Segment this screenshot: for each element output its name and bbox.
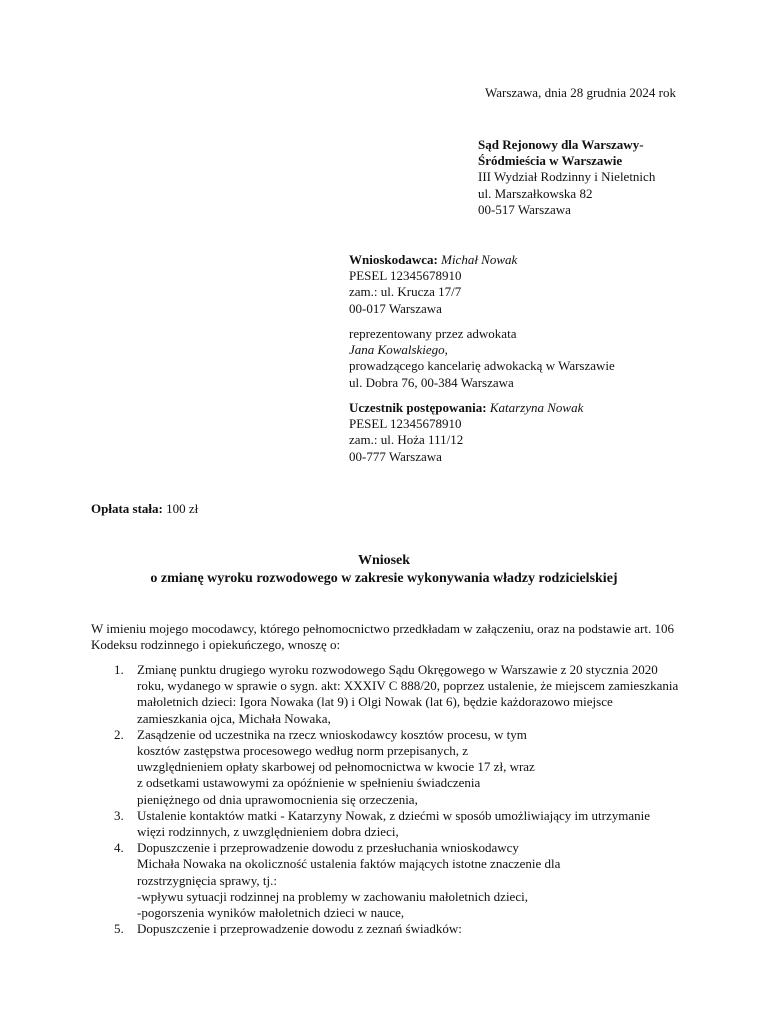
list-item-line: więzi rodzinnych, z uwzględnieniem dobra dzieci, <box>137 824 399 839</box>
court-address-block <box>478 137 738 218</box>
participant-name: Katarzyna Nowak <box>489 400 584 415</box>
list-item-line: z odsetkami ustawowymi za opóźnienie w spełnieniu świadczenia <box>137 775 481 791</box>
list-item-line: -pogorszenia wyników małoletnich dzieci w nauce, <box>137 905 405 920</box>
representation-line4: ul. Dobra 76, 00-384 Warszawa <box>349 374 514 390</box>
applicant-name: Michał Nowak <box>441 252 518 267</box>
court-department: III Wydział Rodzinny i Nieletnich <box>478 169 656 185</box>
list-item-number: 2. <box>114 726 124 742</box>
list-item-line: roku, wydanego w sprawie o sygn. akt: XXXIV C 888/20, poprzez ustalenie, że miejscem zamieszkania <box>137 678 679 694</box>
request-list <box>91 662 679 952</box>
list-item-line: pieniężnego od dnia uprawomocnienia się orzeczenia, <box>137 791 418 807</box>
list-item-number: 5. <box>114 921 124 937</box>
participant-address: zam.: ul. Hoża 111/12 <box>349 432 464 448</box>
list-item-line: Ustalenie kontaktów matki - Katarzyny Nowak, z dziećmi w sposób umożliwiający im utrzymanie <box>137 807 650 823</box>
list-item-line: Zmianę punktu drugiego wyroku rozwodowego Sądu Okręgowego w Warszawie z 20 stycznia 2020 <box>137 662 658 677</box>
participant-postal: 00-777 Warszawa <box>349 448 442 464</box>
list-item-number: 1. <box>114 662 124 677</box>
representation-block <box>349 326 689 391</box>
list-item-line: rozstrzygnięcia sprawy, tj.: <box>137 872 277 888</box>
list-item <box>91 727 676 808</box>
list-item-line: kosztów zastępstwa procesowego według norm przepisanych, z <box>137 743 469 758</box>
list-item-line: małoletnich dzieci: Igora Nowaka (lat 9) i Olgi Nowak (lat 6), będzie każdorazowo miejsce <box>137 694 613 710</box>
fee-value: 100 zł <box>166 501 199 516</box>
list-item <box>91 662 679 727</box>
list-item-number: 4. <box>114 840 124 856</box>
participant-pesel: PESEL 12345678910 <box>349 416 462 432</box>
document-date: Warszawa, dnia 28 grudnia 2024 rok <box>484 85 676 100</box>
list-item-line: Zasądzenie od uczestnika na rzecz wnioskodawcy kosztów procesu, w tym <box>137 726 527 742</box>
title-line2: o zmianę wyroku rozwodowego w zakresie wykonywania władzy rodzicielskiej <box>150 571 618 586</box>
applicant-pesel: PESEL 12345678910 <box>349 268 462 284</box>
participant-label: Uczestnik postępowania: <box>349 400 487 415</box>
list-item-line: uwzględnieniem opłaty skarbowej od pełnomocnictwa w kwocie 17 zł, wraz <box>137 759 535 775</box>
court-postal: 00-517 Warszawa <box>478 201 571 217</box>
court-name-line2: Śródmieścia w Warszawie <box>478 153 623 169</box>
applicant-label: Wnioskodawca: <box>349 252 438 267</box>
document-title <box>84 552 684 588</box>
intro-line1: W imieniu mojego mocodawcy, którego pełnomocnictwo przedkładam w załączeniu, oraz na podstawie art. 106 <box>91 621 674 636</box>
list-item-line: Michała Nowaka na okoliczność ustalenia faktów mających istotne znaczenie dla <box>137 856 561 872</box>
participant-block <box>349 400 689 465</box>
list-item <box>91 921 676 937</box>
list-item <box>91 808 676 840</box>
fee-label: Opłata stała: <box>91 501 163 516</box>
representation-line1: reprezentowany przez adwokata <box>349 326 517 341</box>
representation-line3: prowadzącego kancelarię adwokacką w Warszawie <box>349 358 615 374</box>
applicant-postal: 00-017 Warszawa <box>349 300 442 316</box>
court-name-line1: Sąd Rejonowy dla Warszawy- <box>478 137 644 152</box>
applicant-address: zam.: ul. Krucza 17/7 <box>349 284 462 300</box>
fee-line <box>91 501 198 517</box>
intro-paragraph <box>91 621 676 653</box>
court-street: ul. Marszałkowska 82 <box>478 185 593 201</box>
list-item-line: Dopuszczenie i przeprowadzenie dowodu z przesłuchania wnioskodawcy <box>137 840 519 856</box>
title-line1: Wniosek <box>357 553 411 568</box>
list-item <box>91 840 676 921</box>
list-item-line: -wpływu sytuacji rodzinnej na problemy w zachowaniu małoletnich dzieci, <box>137 888 528 904</box>
applicant-block <box>349 252 689 317</box>
lawyer-name: Jana Kowalskiego, <box>349 342 448 358</box>
intro-line2: Kodeksu rodzinnego i opiekuńczego, wnoszę o: <box>91 637 341 653</box>
list-item-number: 3. <box>114 807 124 823</box>
list-item-line: zamieszkania ojca, Michała Nowaka, <box>137 710 331 726</box>
list-item-line: Dopuszczenie i przeprowadzenie dowodu z zeznań świadków: <box>137 921 462 937</box>
